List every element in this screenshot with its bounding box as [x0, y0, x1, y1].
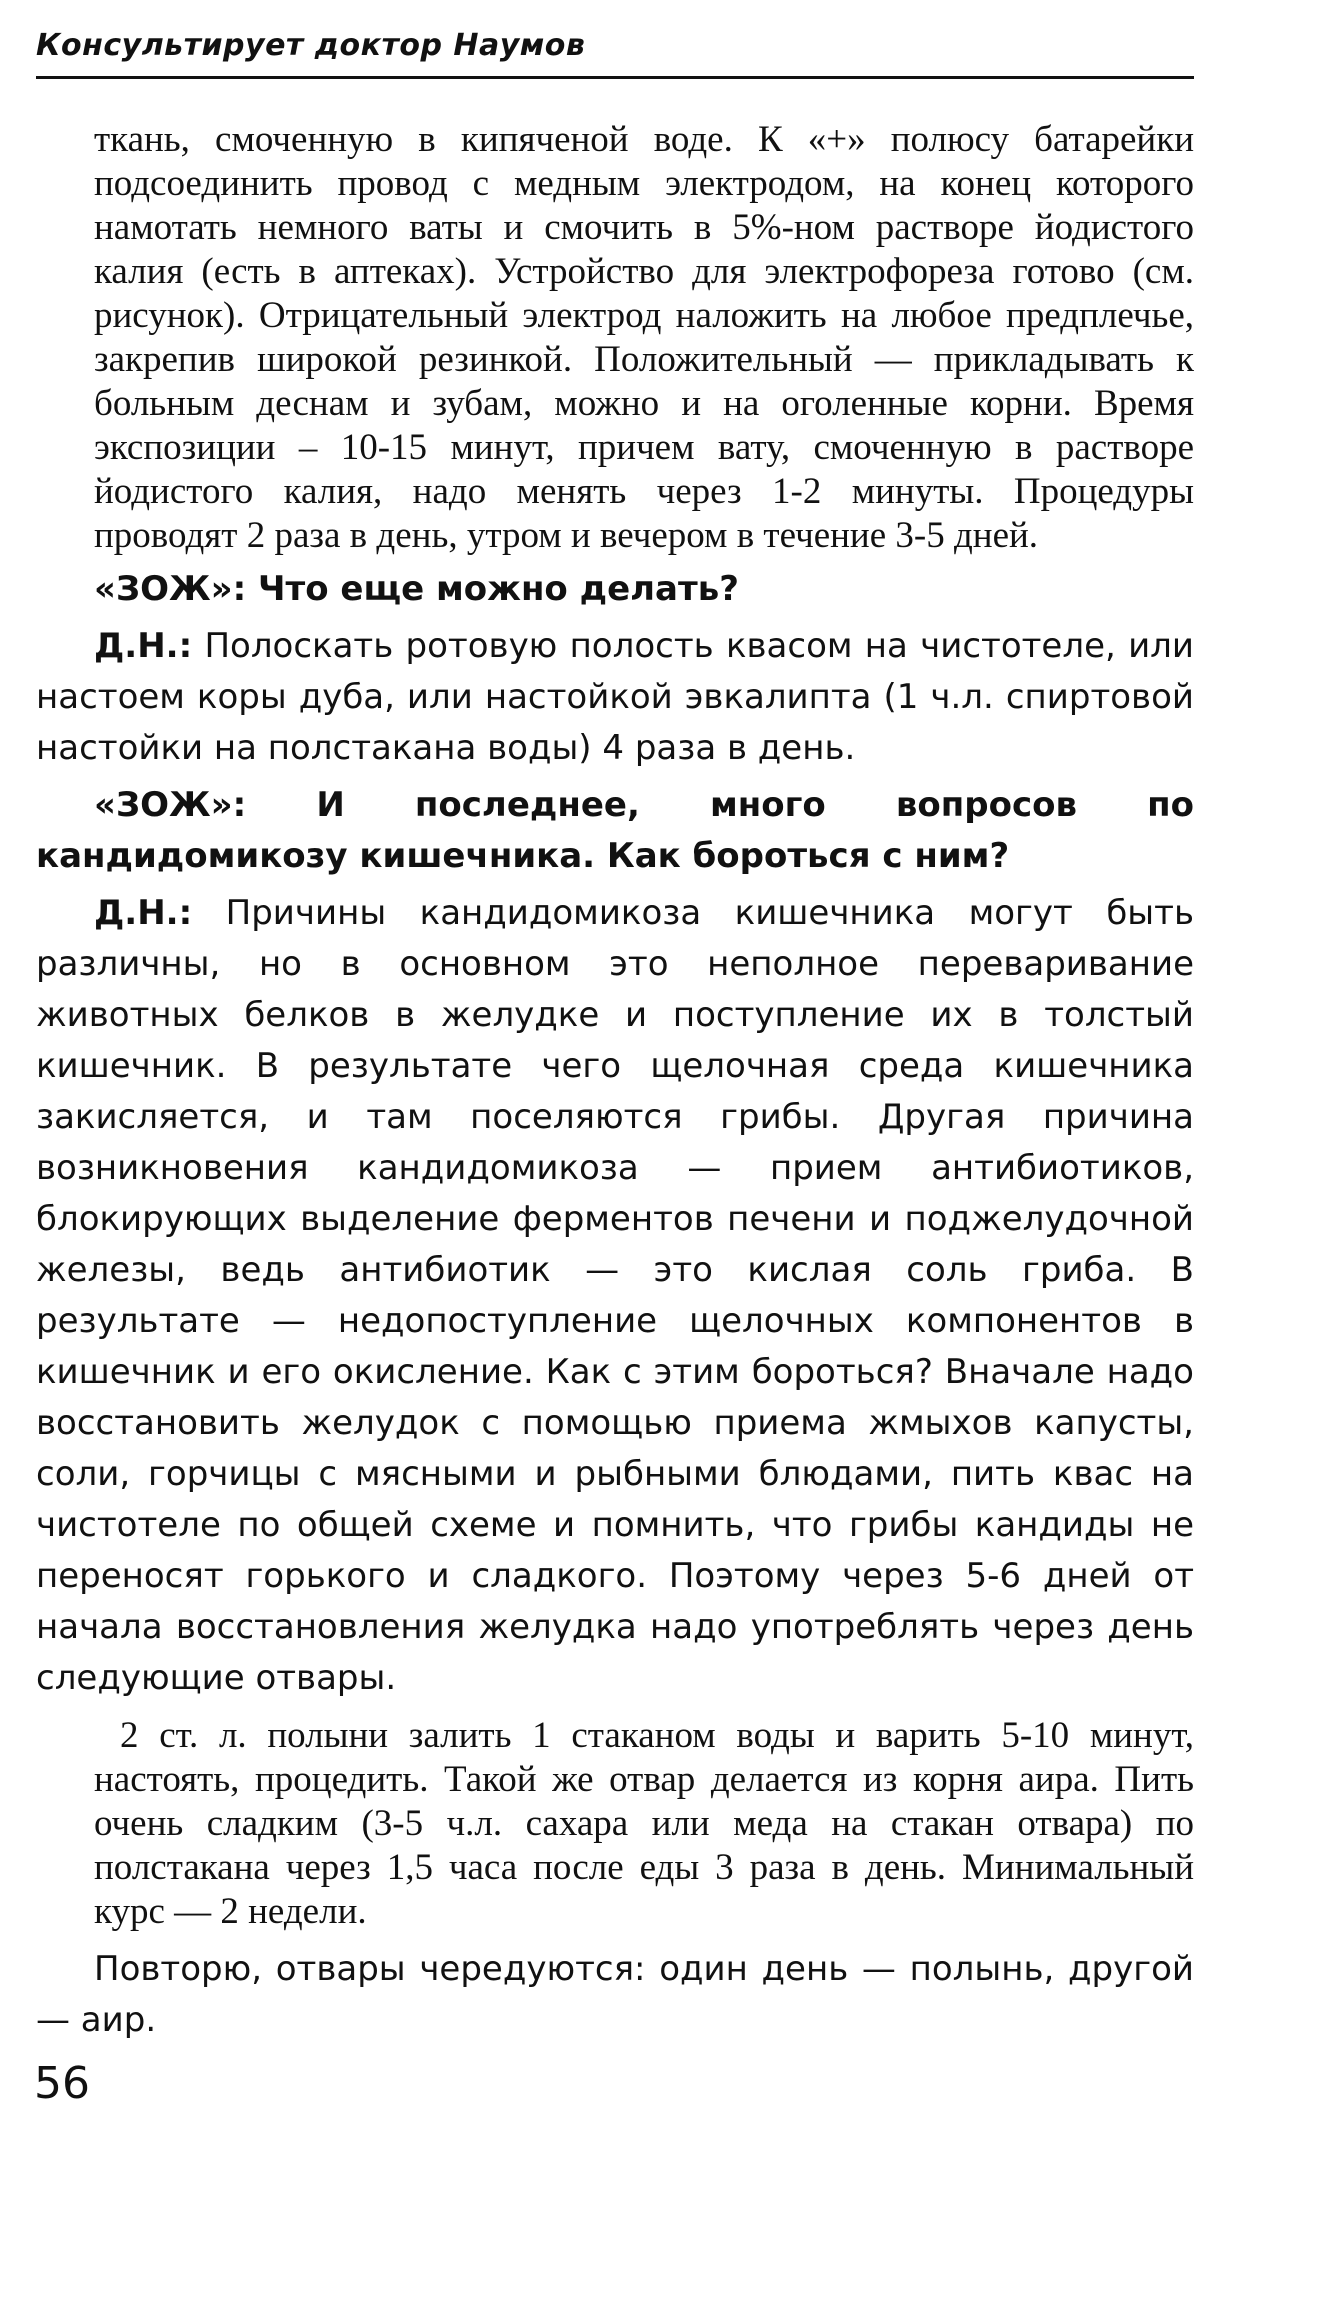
closing-paragraph: Повторю, отвары чередуются: один день — полынь, другой — аир. [36, 1949, 1194, 2040]
question-1: «ЗОЖ»: Что еще можно делать? [94, 569, 739, 609]
page-body [36, 118, 1194, 2046]
header-rule [36, 76, 1194, 79]
answer-1 [36, 621, 1194, 774]
answer-2 [36, 888, 1194, 1704]
speaker-label: Д.Н.: [94, 626, 193, 666]
intro-paragraph: ткань, смоченную в кипяченой воде. К «+» полюсу батарейки подсоединить провод с медным электродом, на конец которого намотать немного ваты и смочить в 5%-ном растворе йодистого калия (есть в аптеках). Устройство для электрофореза готово (см. рисунок). Отрицательный электрод наложить на любое предплечье, закрепив широкой резинкой. Положительный — прикладывать к больным деснам и зубам, можно и на оголенные корни. Время экспозиции – 10-15 минут, причем вату, смоченную в растворе йодистого калия, надо менять через 1-2 минуты. Процедуры проводят 2 раза в день, утром и вечером в течение 3-5 дней. [94, 119, 1194, 556]
answer-1-text: Полоскать ротовую полость квасом на чистотеле, или настоем коры дуба, или настойкой эвкалипта (1 ч.л. спиртовой настойки на полстакана воды) 4 раза в день. [36, 626, 1194, 768]
page-number: 56 [34, 2058, 90, 2109]
running-head: Консультирует доктор Наумов [36, 28, 586, 63]
recipe-paragraph: 2 ст. л. полыни залить 1 стаканом воды и варить 5-10 минут, настоять, процедить. Такой же отвар делается из корня аира. Пить очень сладким (3-5 ч.л. сахара или меда на стакан отвара) по полстакана через 1,5 часа после еды 3 раза в день. Минимальный курс — 2 недели. [94, 1715, 1194, 1932]
speaker-label: Д.Н.: [94, 893, 193, 933]
answer-2-text: Причины кандидомикоза кишечника могут быть различны, но в основном это неполное переваривание животных белков в желудке и поступление их в толстый кишечник. В результате чего щелочная среда кишечника закисляется, и там поселяются грибы. Другая причина возникновения кандидомикоза — прием антибиотиков, блокирующих выделение ферментов печени и поджелудочной железы, ведь антибиотик — это кислая соль гриба. В результате — недопоступление щелочных компонентов в кишечник и его окисление. Как с этим бороться? Вначале надо восстановить желудок с помощью приема жмыхов капусты, соли, горчицы с мясными и рыбными блюдами, пить квас на чистотеле по общей схеме и помнить, что грибы кандиды не переносят горького и сладкого. Поэтому через 5-6 дней от начала восстановления желудка надо употреблять через день следующие отвары. [36, 893, 1194, 1698]
question-2: «ЗОЖ»: И последнее, много вопросов по кандидомикозу кишечника. Как бороться с ним? [36, 785, 1194, 876]
